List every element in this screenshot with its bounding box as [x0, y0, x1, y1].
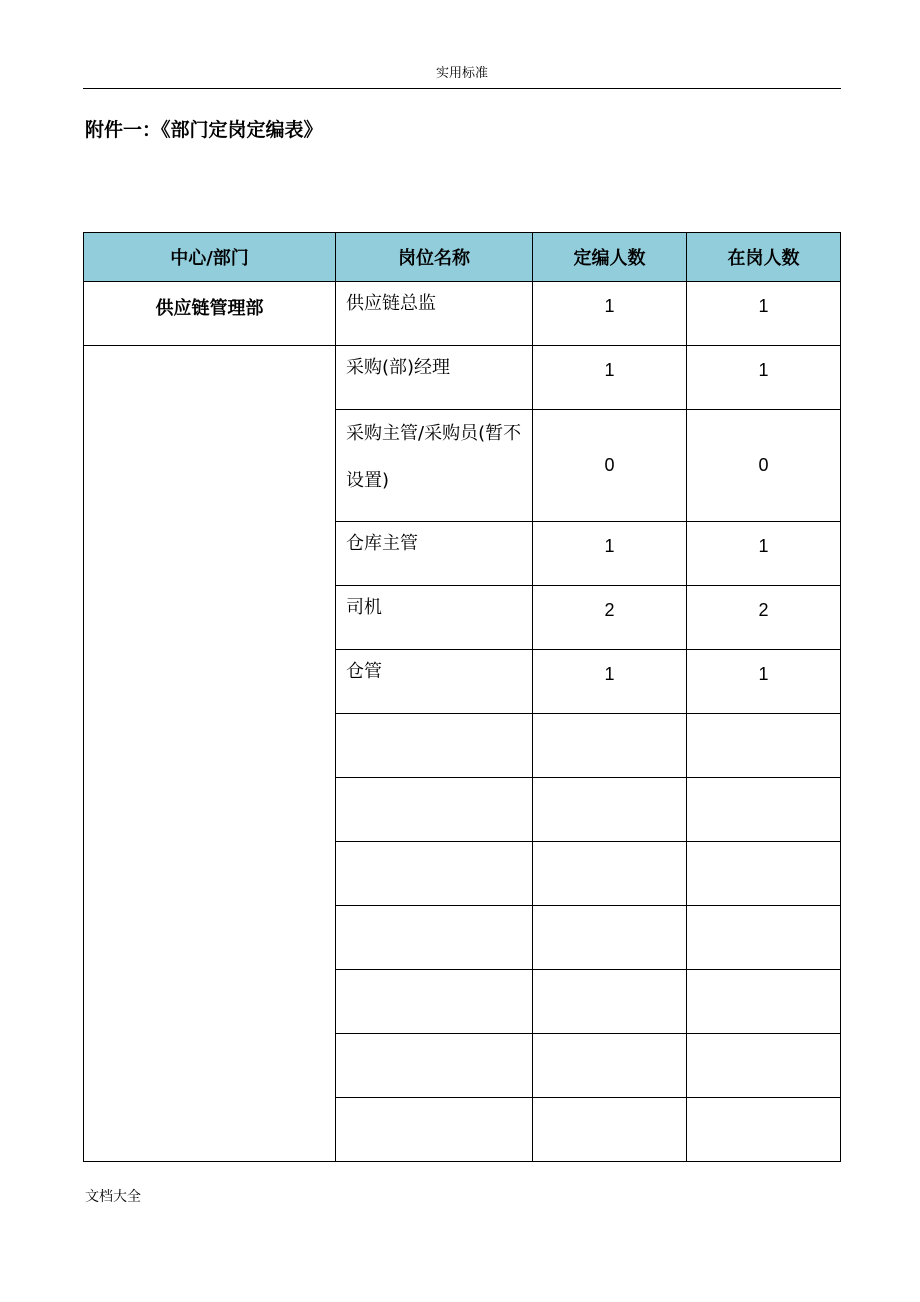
- actual-cell: [687, 778, 841, 842]
- quota-cell: 1: [533, 346, 687, 410]
- quota-cell: 1: [533, 522, 687, 586]
- position-cell: [336, 1034, 533, 1098]
- quota-cell: [533, 714, 687, 778]
- actual-cell: 1: [687, 522, 841, 586]
- quota-cell: 0: [533, 410, 687, 522]
- column-header-position: 岗位名称: [336, 233, 533, 282]
- table-row: [84, 282, 841, 346]
- column-header-quota: 定编人数: [533, 233, 687, 282]
- quota-cell: [533, 970, 687, 1034]
- quota-cell: 1: [533, 282, 687, 346]
- position-cell: [336, 778, 533, 842]
- position-cell: 仓库主管: [336, 522, 533, 586]
- column-header-actual: 在岗人数: [687, 233, 841, 282]
- position-cell: 供应链总监: [336, 282, 533, 346]
- position-cell: [336, 906, 533, 970]
- table-row: [84, 346, 841, 410]
- actual-cell: 2: [687, 586, 841, 650]
- position-cell: [336, 1098, 533, 1162]
- quota-cell: [533, 778, 687, 842]
- department-merged-cell: [84, 346, 336, 1162]
- quota-cell: [533, 906, 687, 970]
- table-header-row: [84, 233, 841, 282]
- actual-cell: 1: [687, 650, 841, 714]
- quota-cell: 2: [533, 586, 687, 650]
- position-cell: [336, 970, 533, 1034]
- actual-cell: [687, 1098, 841, 1162]
- actual-cell: 1: [687, 282, 841, 346]
- quota-cell: [533, 1034, 687, 1098]
- staffing-table: [83, 232, 841, 1162]
- column-header-department: 中心/部门: [84, 233, 336, 282]
- position-cell: 采购主管/采购员(暂不设置): [336, 410, 533, 522]
- position-cell: 采购(部)经理: [336, 346, 533, 410]
- quota-cell: 1: [533, 650, 687, 714]
- position-cell: 仓管: [336, 650, 533, 714]
- actual-cell: 0: [687, 410, 841, 522]
- quota-cell: [533, 1098, 687, 1162]
- page-footer: 文档大全: [85, 1189, 141, 1205]
- actual-cell: [687, 714, 841, 778]
- actual-cell: 1: [687, 346, 841, 410]
- position-cell: 司机: [336, 586, 533, 650]
- actual-cell: [687, 1034, 841, 1098]
- document-title: 附件一：《部门定岗定编表》: [85, 119, 323, 141]
- actual-cell: [687, 970, 841, 1034]
- position-cell: [336, 714, 533, 778]
- page-header: 实用标准: [83, 62, 841, 89]
- quota-cell: [533, 842, 687, 906]
- position-cell: [336, 842, 533, 906]
- actual-cell: [687, 906, 841, 970]
- actual-cell: [687, 842, 841, 906]
- department-cell: 供应链管理部: [84, 282, 336, 346]
